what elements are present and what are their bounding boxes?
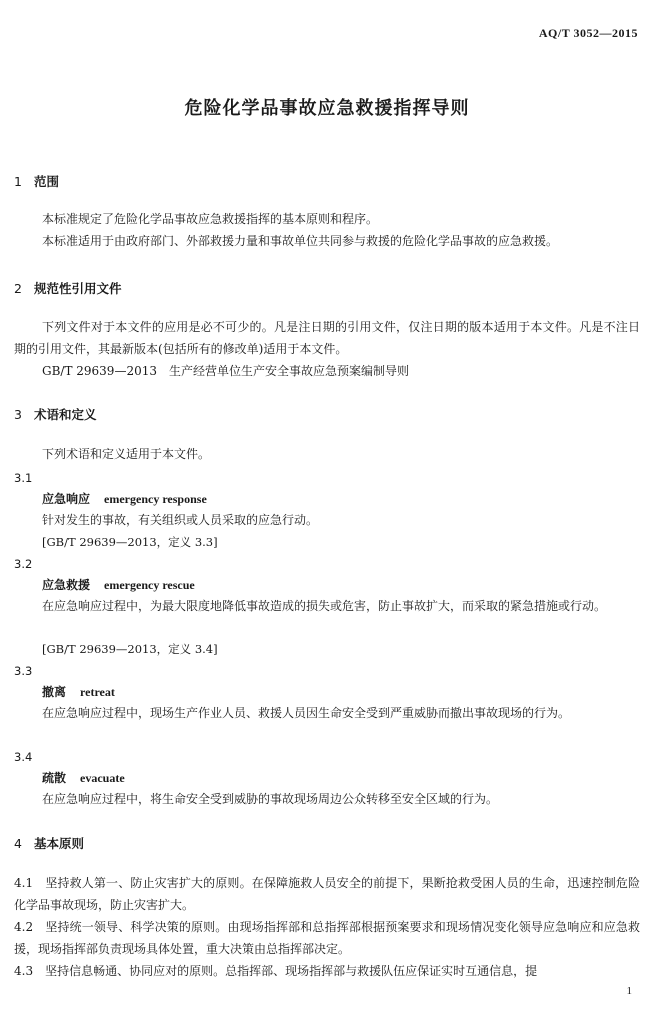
term-heading [42,683,115,701]
term-zh: 应急救援 [42,578,91,592]
term-number: 3.2 [14,557,33,571]
principle-4-3: 4.3 坚持信息畅通、协同应对的原则。总指挥部、现场指挥部与救援队伍应保证实时互通信息，提 [14,964,538,978]
section-number: 3 [14,407,22,422]
section-number: 2 [14,281,22,296]
section-2-heading [14,279,122,297]
term-en: emergency rescue [104,578,195,592]
principle-4-1: 4.1 坚持救人第一、防止灾害扩大的原则。在保障施救人员安全的前提下，果断抢救受困人员的生命，迅速控制危险化学品事故现场，防止灾害扩大。 [14,876,640,912]
scope-paragraph-1: 本标准规定了危险化学品事故应急救援指挥的基本原则和程序。 [42,212,379,226]
section-4-heading [14,834,84,852]
term-heading [42,490,207,508]
term-heading [42,769,125,787]
section-1-heading [14,172,59,190]
references-paragraph: 下列文件对于本文件的应用是必不可少的。凡是注日期的引用文件，仅注日期的版本适用于本文件。凡是不注日期的引用文件，其最新版本(包括所有的修改单)适用于本文件。 [14,320,640,356]
term-number: 3.1 [14,471,33,485]
principle-4-2: 4.2 坚持统一领导、科学决策的原则。由现场指挥部和总指挥部根据预案要求和现场情况变化领导应急响应和应急救援，现场指挥部负责现场具体处置，重大决策由总指挥部决定。 [14,920,640,956]
term-en: emergency response [104,492,207,506]
section-number: 4 [14,836,22,851]
term-number: 3.3 [14,664,33,678]
term-definition: 在应急响应过程中，现场生产作业人员、救援人员因生命安全受到严重威胁而撤出事故现场的行为。 [42,706,571,720]
term-number: 3.4 [14,750,33,764]
reference-item: GB/T 29639—2013 生产经营单位生产安全事故应急预案编制导则 [42,364,409,378]
section-title: 范围 [34,174,60,189]
term-en: evacuate [80,771,125,785]
section-title: 术语和定义 [34,407,97,422]
term-definition: 在应急响应过程中，为最大限度地降低事故造成的损失或危害，防止事故扩大，而采取的紧急措施或行动。 [42,599,607,613]
term-zh: 疏散 [42,771,67,785]
section-title: 基本原则 [34,836,85,851]
term-zh: 撤离 [42,685,67,699]
section-number: 1 [14,174,22,189]
term-definition: 针对发生的事故，有关组织或人员采取的应急行动。 [42,513,319,527]
scope-paragraph-2: 本标准适用于由政府部门、外部救援力量和事故单位共同参与救援的危险化学品事故的应急救援。 [42,234,559,248]
doc-code: AQ/T 3052—2015 [538,26,638,40]
document-title: 危险化学品事故应急救援指挥导则 [184,98,470,119]
section-title: 规范性引用文件 [34,281,122,296]
term-definition: 在应急响应过程中，将生命安全受到威胁的事故现场周边公众转移至安全区域的行为。 [42,792,499,806]
page-number: 1 [626,985,632,997]
term-source: [GB/T 29639—2013，定义 3.3] [42,535,218,549]
term-zh: 应急响应 [42,492,91,506]
section-3-heading [14,405,97,423]
term-source: [GB/T 29639—2013，定义 3.4] [42,642,218,656]
term-heading [42,576,195,594]
term-en: retreat [80,685,115,699]
terms-intro: 下列术语和定义适用于本文件。 [42,447,211,461]
